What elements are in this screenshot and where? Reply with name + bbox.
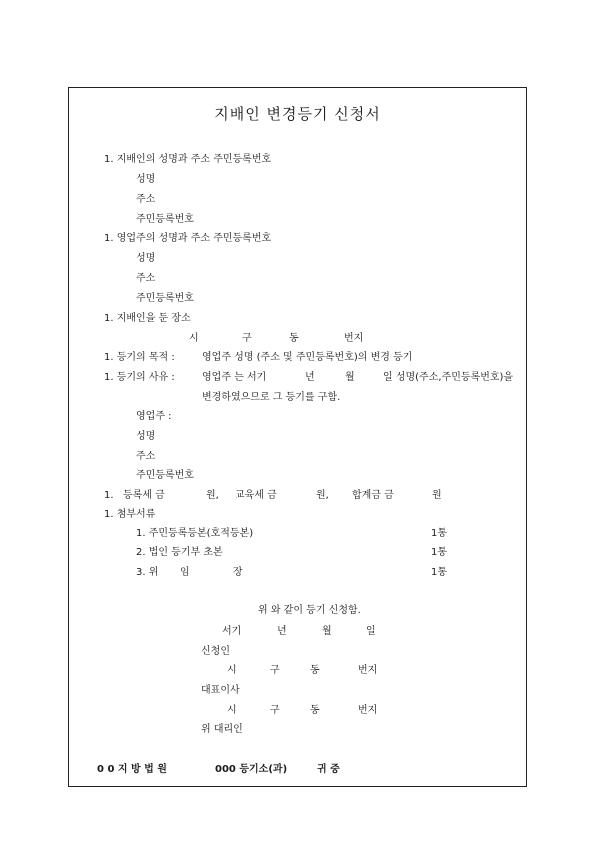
closing-date-year: 년 bbox=[277, 626, 287, 637]
manager-heading: 1. 지배인의 성명과 주소 주민등록번호 bbox=[104, 154, 272, 165]
closing-date-month: 월 bbox=[322, 626, 332, 637]
representative-dong: 동 bbox=[310, 705, 320, 716]
representative-bunji: 번지 bbox=[358, 705, 378, 716]
applicant-gu: 구 bbox=[270, 665, 280, 676]
representative-gu: 구 bbox=[270, 705, 280, 716]
fees-total: 합계금 금 bbox=[352, 490, 394, 501]
location-bunji: 번지 bbox=[344, 333, 364, 344]
reason-line1-a: 영업주 는 서기 bbox=[202, 372, 267, 383]
fees-education-tax: 교육세 금 bbox=[235, 490, 277, 501]
reason-year: 년 bbox=[305, 372, 315, 383]
owner-block-name: 성명 bbox=[136, 431, 156, 442]
applicant-si: 시 bbox=[227, 665, 237, 676]
footer-addressee: 귀 중 bbox=[317, 764, 340, 775]
closing-date-era: 서기 bbox=[222, 626, 242, 637]
owner-heading: 1. 영업주의 성명과 주소 주민등록번호 bbox=[104, 233, 272, 244]
document-title: 지배인 변경등기 신청서 bbox=[214, 105, 381, 123]
representative-label: 대표이사 bbox=[201, 685, 240, 696]
attachment-item-part-c: 장 bbox=[233, 567, 243, 578]
applicant-bunji: 번지 bbox=[358, 665, 378, 676]
agent-label: 위 대리인 bbox=[201, 724, 243, 735]
attachment-item: 3. 위 bbox=[136, 567, 159, 578]
fees-won-3: 원 bbox=[432, 490, 442, 501]
location-dong: 동 bbox=[289, 333, 299, 344]
owner-block-address: 주소 bbox=[136, 451, 156, 462]
manager-address-label: 주소 bbox=[136, 194, 156, 205]
location-gu: 구 bbox=[242, 333, 252, 344]
reason-month: 월 bbox=[345, 372, 355, 383]
location-si: 시 bbox=[189, 333, 199, 344]
manager-name-label: 성명 bbox=[136, 174, 156, 185]
closing-date-day: 일 bbox=[366, 626, 376, 637]
owner-name-label: 성명 bbox=[136, 253, 156, 264]
owner-block-rrn: 주민등록번호 bbox=[136, 470, 194, 481]
attachment-count: 1통 bbox=[431, 567, 448, 578]
applicant-dong: 동 bbox=[310, 665, 320, 676]
owner-block-label: 영업주 : bbox=[136, 411, 172, 422]
purpose-label: 1. 등기의 목적 : bbox=[104, 352, 175, 363]
closing-statement: 위 와 같이 등기 신청함. bbox=[258, 605, 361, 616]
fees-won-1: 원, bbox=[206, 490, 219, 501]
reason-line1-b: 일 성명(주소,주민등록번호)을 bbox=[383, 372, 514, 383]
purpose-text: 영업주 성명 (주소 및 주민등록번호)의 변경 등기 bbox=[202, 352, 413, 363]
fees-registration-tax: 등록세 금 bbox=[123, 490, 165, 501]
fees-won-2: 원, bbox=[316, 490, 329, 501]
reason-label: 1. 등기의 사유 : bbox=[104, 372, 175, 383]
representative-si: 시 bbox=[227, 705, 237, 716]
attachment-count: 1통 bbox=[431, 547, 448, 558]
manager-rrn-label: 주민등록번호 bbox=[136, 214, 194, 225]
attachment-item-part-b: 임 bbox=[180, 567, 190, 578]
attachment-count: 1통 bbox=[431, 528, 448, 539]
attachment-item: 2. 법인 등기부 초본 bbox=[136, 547, 223, 558]
footer-registry-office: 000 등기소(과) bbox=[215, 764, 288, 775]
owner-address-label: 주소 bbox=[136, 273, 156, 284]
attachment-item: 1. 주민등록등본(호적등본) bbox=[136, 528, 254, 539]
footer-court: 0 0 지 방 법 원 bbox=[97, 764, 167, 775]
location-heading: 1. 지배인을 둔 장소 bbox=[104, 313, 191, 324]
reason-line2: 변경하였으므로 그 등기를 구함. bbox=[202, 392, 341, 403]
owner-rrn-label: 주민등록번호 bbox=[136, 293, 194, 304]
attachments-heading: 1. 첨부서류 bbox=[104, 509, 156, 520]
fees-prefix: 1. bbox=[104, 490, 114, 501]
applicant-label: 신청인 bbox=[201, 646, 230, 657]
